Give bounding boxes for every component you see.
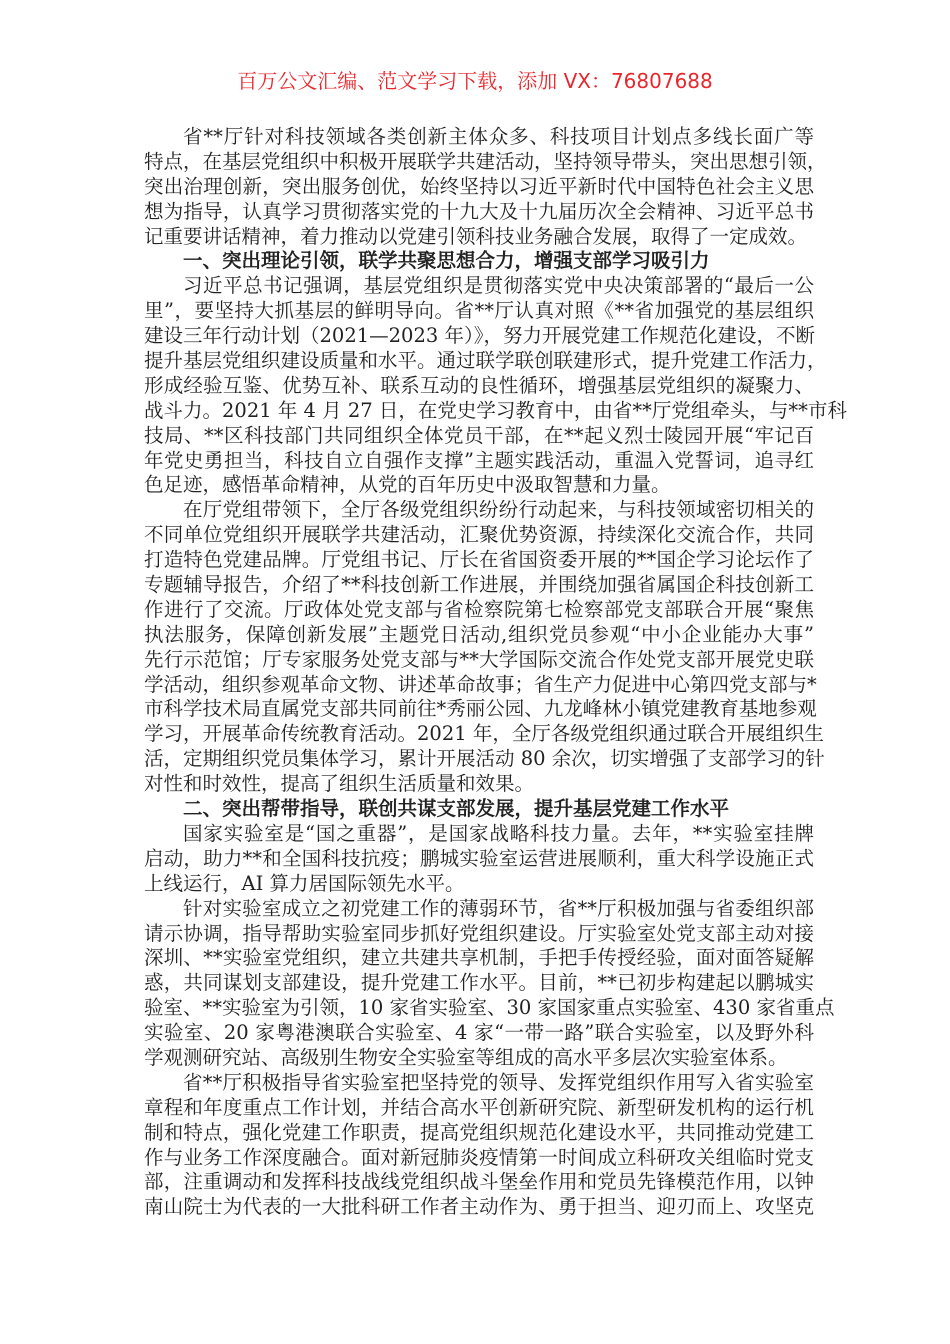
text-line: 一、突出理论引领，联学共聚思想合力，增强支部学习吸引力 (183, 249, 710, 273)
text-line: 实验室、20 家粤港澳联合实验室、4 家“一带一路”联合实验室，以及野外科 (144, 1021, 814, 1045)
text-line: 市科学技术局直属党支部共同前往*秀丽公园、九龙峰林小镇党建教育基地参观 (144, 697, 817, 721)
text-line: 战斗力。2021 年 4 月 27 日，在党史学习教育中，由省**厅党组牵头，与**市科 (144, 398, 847, 422)
text-line: 学观测研究站、高级别生物安全实验室等组成的高水平多层次实验室体系。 (144, 1045, 788, 1069)
text-line: 章程和年度重点工作计划，并结合高水平创新研究院、新型研发机构的运行机 (144, 1095, 814, 1119)
text-line: 惑，共同谋划支部建设，提升党建工作水平。目前，**已初步构建起以鹏城实 (144, 971, 814, 995)
text-line: 作进行了交流。厅政体处党支部与省检察院第七检察部党支部联合开展“聚焦 (144, 597, 814, 621)
text-line: 特点，在基层党组织中积极开展联学共建活动，坚持领导带头，突出思想引领， (144, 149, 827, 173)
text-line: 部，注重调动和发挥科技战线党组织战斗堡垒作用和党员先锋模范作用，以钟 (144, 1170, 814, 1194)
text-line: 学习，开展革命传统教育活动。2021 年，全厅各级党组织通过联合开展组织生 (144, 722, 824, 746)
section-heading (144, 249, 814, 274)
document-body (144, 125, 847, 1220)
text-line: 先行示范馆；厅专家服务处党支部与**大学国际交流合作处党支部开展党史联 (144, 647, 814, 671)
text-line: 针对实验室成立之初党建工作的薄弱环节，省**厅积极加强与省委组织部 (183, 896, 814, 920)
text-line: 在厅党组带领下，全厅各级党组织纷纷行动起来，与科技领域密切相关的 (183, 498, 814, 522)
text-line: 想为指导，认真学习贯彻落实党的十九大及十九届历次全会精神、习近平总书 (144, 199, 814, 223)
text-line: 建设三年行动计划（2021—2023 年）》，努力开展党建工作规范化建设，不断 (144, 324, 815, 348)
text-line: 提升基层党组织建设质量和水平。通过联学联创联建形式，提升党建工作活力， (144, 349, 827, 373)
text-line: 专题辅导报告，介绍了**科技创新工作进展，并围绕加强省属国企科技创新工 (144, 573, 814, 597)
text-line: 不同单位党组织开展联学共建活动，汇聚优势资源，持续深化交流合作，共同 (144, 523, 814, 547)
text-line: 记重要讲话精神，着力推动以党建引领科技业务融合发展，取得了一定成效。 (144, 224, 808, 248)
text-line: 打造特色党建品牌。厅党组书记、厅长在省国资委开展的**国企学习论坛作了 (144, 548, 814, 572)
text-line: 南山院士为代表的一大批科研工作者主动作为、勇于担当、迎刃而上、攻坚克 (144, 1195, 814, 1219)
watermark-banner: 百万公文汇编、范文学习下载，添加 VX：76807688 (237, 69, 713, 93)
paragraph (144, 822, 814, 897)
text-line: 年党史勇担当，科技自立自强作支撑”主题实践活动，重温入党誓词，追寻红 (144, 448, 814, 472)
text-line: 国家实验室是“国之重器”，是国家战略科技力量。去年，**实验室挂牌 (183, 821, 814, 845)
text-line: 技局、**区科技部门共同组织全体党员干部，在**起义烈士陵园开展“牢记百 (144, 423, 814, 447)
text-line: 对性和时效性，提高了组织生活质量和效果。 (144, 772, 535, 796)
text-line: 上线运行，AI 算力居国际领先水平。 (144, 871, 465, 895)
text-line: 色足迹，感悟革命精神，从党的百年历史中汲取智慧和力量。 (144, 473, 671, 497)
text-line: 省**厅积极指导省实验室把坚持党的领导、发挥党组织作用写入省实验室 (183, 1070, 814, 1094)
text-line: 形成经验互鉴、优势互补、联系互动的良性循环，增强基层党组织的凝聚力、 (144, 373, 814, 397)
text-line: 学活动，组织参观革命文物、讲述革命故事；省生产力促进中心第四党支部与* (144, 672, 817, 696)
paragraph (144, 498, 825, 797)
text-line: 执法服务，保障创新发展”主题党日活动,组织党员参观“中小企业能办大事” (144, 622, 814, 646)
text-line: 验室、**实验室为引领，10 家省实验室、30 家国家重点实验室、430 家省重点 (144, 996, 835, 1020)
paragraph (144, 125, 827, 249)
paragraph (144, 1071, 814, 1220)
text-line: 深圳、**实验室党组织，建立共建共享机制，手把手传授经验，面对面答疑解 (144, 946, 814, 970)
text-line: 里”，要坚持大抓基层的鲜明导向。省**厅认真对照《**省加强党的基层组织 (144, 299, 814, 323)
text-line: 活，定期组织党员集体学习，累计开展活动 80 余次，切实增强了支部学习的针 (144, 747, 825, 771)
text-line: 作与业务工作深度融合。面对新冠肺炎疫情第一时间成立科研攻关组临时党支 (144, 1145, 814, 1169)
text-line: 习近平总书记强调，基层党组织是贯彻落实党中央决策部署的“最后一公 (183, 274, 814, 298)
text-line: 二、突出帮带指导，联创共谋支部发展，提升基层党建工作水平 (183, 797, 730, 821)
text-line: 制和特点，强化党建工作职责，提高党组织规范化建设水平，共同推动党建工 (144, 1120, 814, 1144)
text-line: 省**厅针对科技领域各类创新主体众多、科技项目计划点多线长面广等 (183, 125, 814, 148)
text-line: 请示协调，指导帮助实验室同步抓好党组织建设。厅实验室处党支部主动对接 (144, 921, 814, 945)
text-line: 启动，助力**和全国科技抗疫；鹏城实验室运营进展顺利，重大科学设施正式 (144, 846, 814, 870)
text-line: 突出治理创新，突出服务创优，始终坚持以习近平新时代中国特色社会主义思 (144, 174, 814, 198)
section-heading (144, 797, 814, 822)
paragraph (144, 896, 835, 1071)
paragraph (144, 274, 847, 498)
